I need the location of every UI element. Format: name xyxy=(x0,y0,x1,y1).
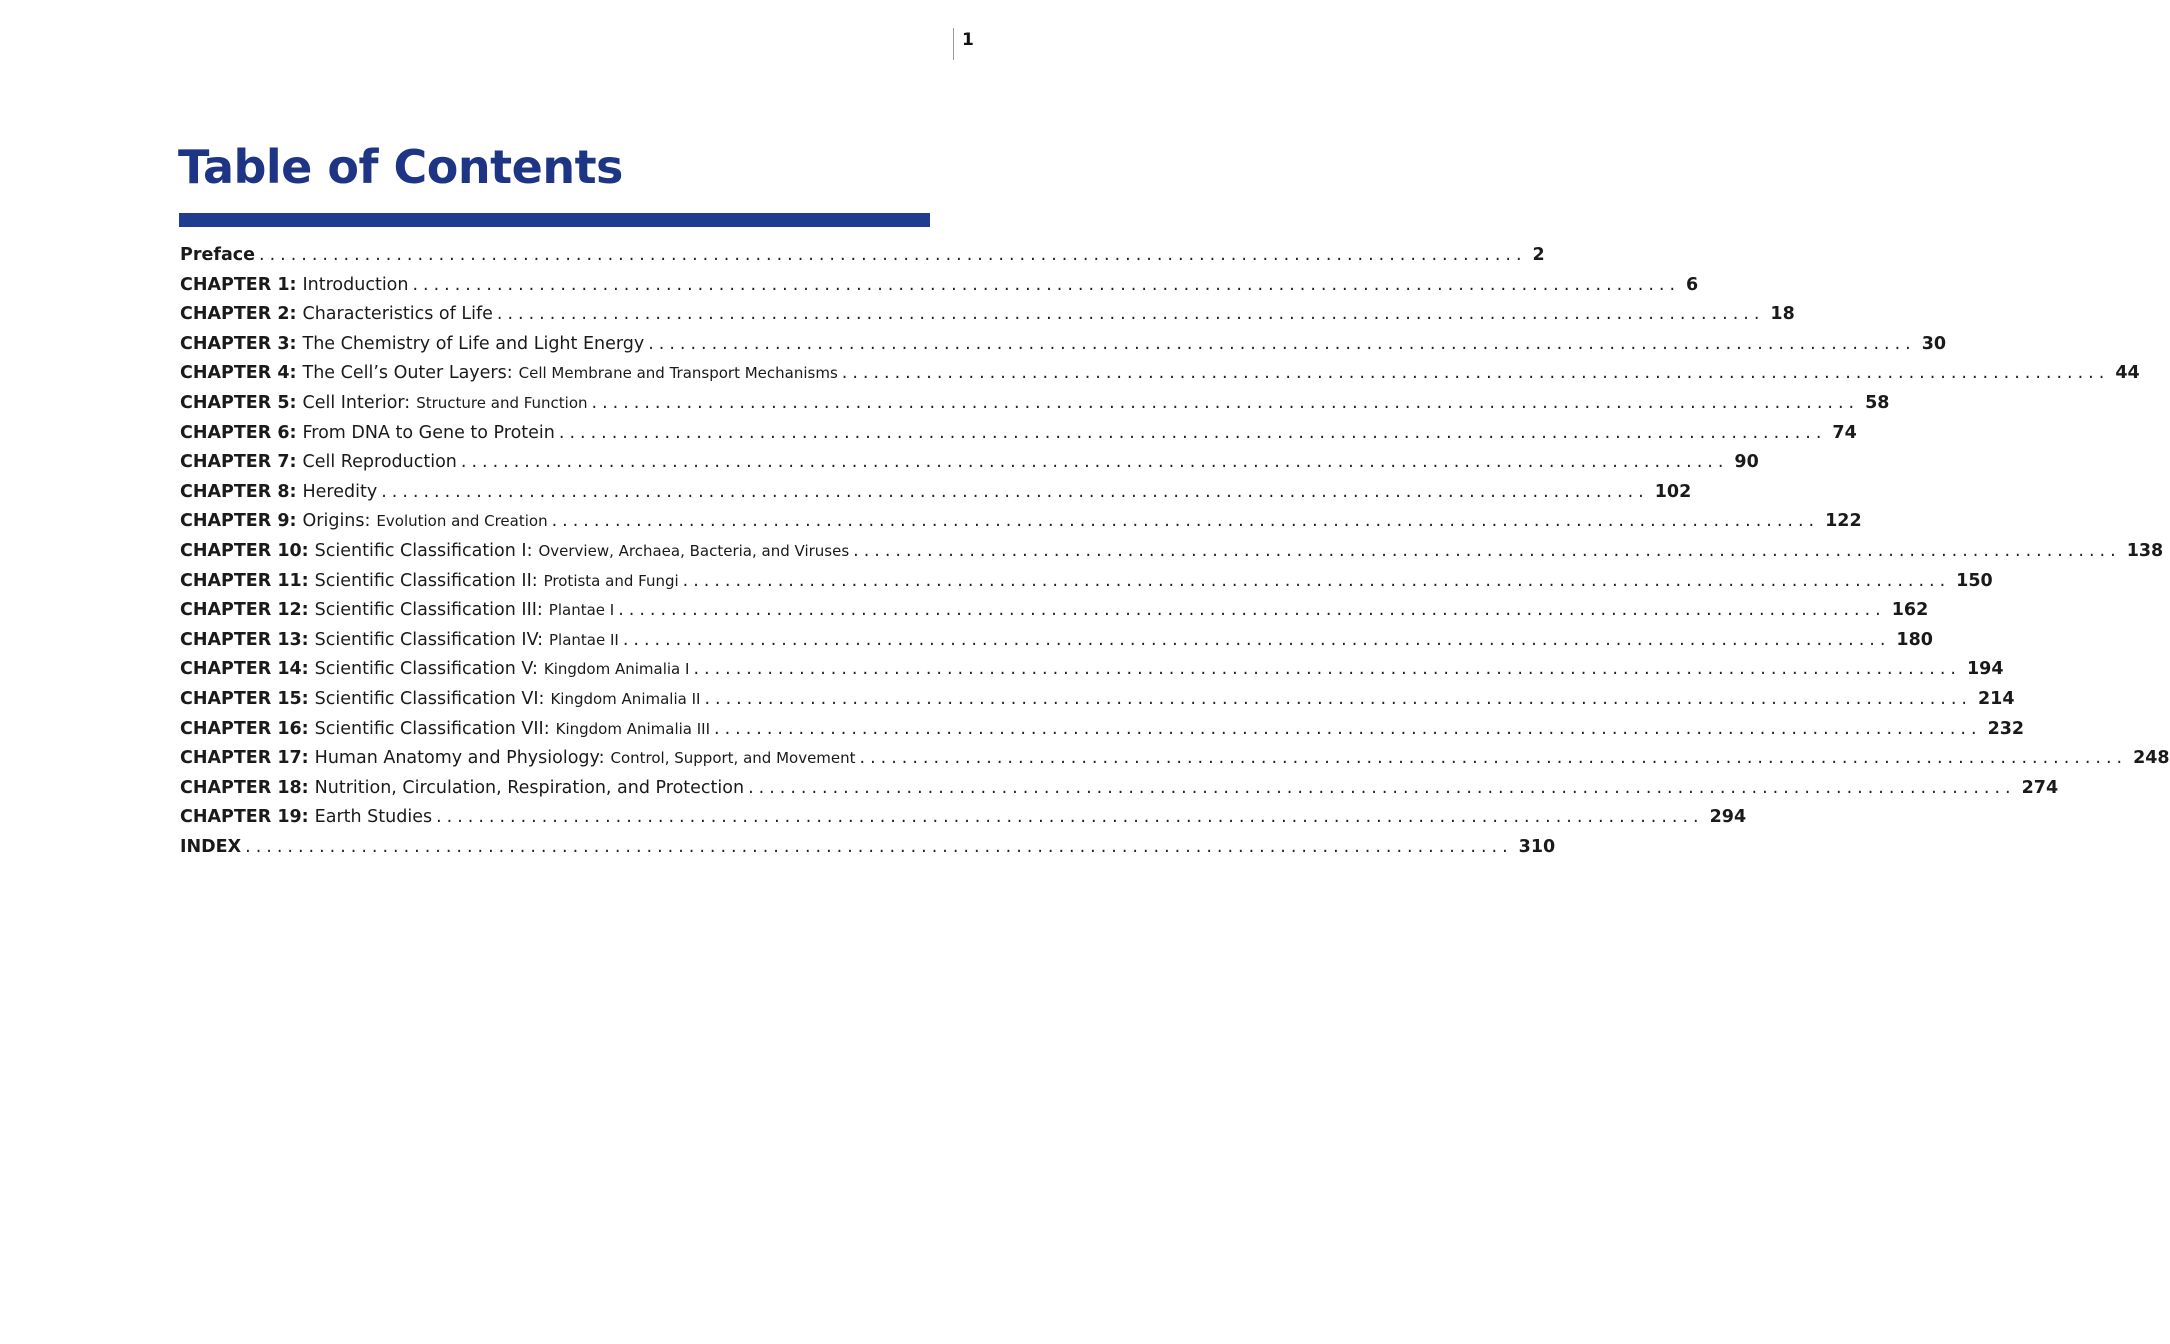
toc-entry-subtitle: Protista and Fungi xyxy=(543,571,679,590)
dot-leader: ........................................................................................................................ xyxy=(693,659,1961,680)
toc-entry-page-number: 194 xyxy=(1966,659,2004,680)
dot-leader: ........................................................................................................................ xyxy=(496,304,1765,325)
toc-entry-page-number: 102 xyxy=(1654,481,1692,502)
toc-entry-title: Scientific Classification VII: xyxy=(314,718,550,739)
toc-entry[interactable] xyxy=(180,655,2004,685)
dot-leader: ........................................................................................................................ xyxy=(682,570,1951,591)
toc-entry-title: Heredity xyxy=(302,481,378,502)
dot-leader: ........................................................................................................................ xyxy=(859,748,2128,769)
toc-entry-title: Origins: xyxy=(302,511,371,532)
toc-entry-label: CHAPTER 10: xyxy=(180,540,309,561)
dot-leader: ........................................................................................................................ xyxy=(436,807,1704,828)
page-number-divider xyxy=(953,28,954,60)
toc-entry-label: CHAPTER 11: xyxy=(180,570,309,591)
page-title: Table of Contents xyxy=(178,140,623,194)
toc-entry-title: Scientific Classification I: xyxy=(314,540,533,561)
toc-entry-label: INDEX xyxy=(180,836,242,857)
toc-entry-title: Cell Reproduction xyxy=(302,452,457,473)
dot-leader: ........................................................................................................................ xyxy=(259,245,1527,265)
toc-entry-title: The Chemistry of Life and Light Energy xyxy=(302,333,645,354)
toc-entry-subtitle: Kingdom Animalia III xyxy=(555,719,711,738)
toc-entry-page-number: 44 xyxy=(2115,363,2140,384)
toc-entry-title: Human Anatomy and Physiology: xyxy=(314,748,605,769)
dot-leader: ........................................................................................................................ xyxy=(748,777,2016,798)
toc-entry-page-number: 74 xyxy=(1832,422,1857,443)
toc-entry-page-number: 214 xyxy=(1977,688,2015,709)
toc-entry[interactable] xyxy=(180,507,1862,537)
toc-entry-page-number: 122 xyxy=(1825,511,1862,532)
toc-entry[interactable] xyxy=(180,596,1929,626)
toc-entry[interactable] xyxy=(180,833,1556,863)
toc-entry-label: CHAPTER 6: xyxy=(180,422,297,443)
toc-entry[interactable] xyxy=(180,330,1947,360)
toc-entry[interactable] xyxy=(180,626,1933,656)
dot-leader: ........................................................................................................................ xyxy=(245,836,1513,857)
toc-entry-title: Characteristics of Life xyxy=(302,304,493,325)
toc-entry-page-number: 58 xyxy=(1865,392,1890,413)
toc-entry[interactable] xyxy=(180,300,1795,330)
toc-entry-page-number: 162 xyxy=(1891,600,1929,621)
toc-entry-page-number: 180 xyxy=(1896,629,1933,650)
toc-entry-label: CHAPTER 13: xyxy=(180,629,309,650)
toc-entry-title: From DNA to Gene to Protein xyxy=(302,422,555,443)
toc-entry[interactable] xyxy=(180,774,2059,804)
toc-entry[interactable] xyxy=(180,803,1747,833)
toc-entry-title: The Cell’s Outer Layers: xyxy=(302,363,513,384)
toc-entry-label: CHAPTER 12: xyxy=(180,600,309,621)
dot-leader: ........................................................................................................................ xyxy=(622,629,1891,650)
dot-leader: ........................................................................................................................ xyxy=(558,422,1827,443)
toc-entry-page-number: 150 xyxy=(1956,570,1993,591)
toc-entry-page-number: 248 xyxy=(2133,748,2170,769)
title-rule xyxy=(179,213,930,227)
toc-entry[interactable] xyxy=(180,271,1699,301)
dot-leader: ........................................................................................................................ xyxy=(460,452,1729,473)
dot-leader: ........................................................................................................................ xyxy=(618,600,1886,621)
toc-entry[interactable] xyxy=(180,389,1890,419)
toc-entry-subtitle: Kingdom Animalia II xyxy=(550,689,701,708)
toc-entry-subtitle: Plantae I xyxy=(548,601,615,620)
toc-entry[interactable] xyxy=(180,537,2164,567)
toc-entry[interactable] xyxy=(180,241,1545,271)
toc-entry[interactable] xyxy=(180,359,2140,389)
table-of-contents xyxy=(180,241,2170,862)
dot-leader: ........................................................................................................................ xyxy=(853,540,2121,561)
toc-entry-subtitle: Structure and Function xyxy=(416,393,588,412)
toc-entry[interactable] xyxy=(180,567,1993,597)
toc-entry-label: CHAPTER 8: xyxy=(180,481,297,502)
toc-entry-title: Scientific Classification II: xyxy=(314,570,538,591)
toc-entry-title: Scientific Classification VI: xyxy=(314,688,545,709)
dot-leader: ........................................................................................................................ xyxy=(714,718,1982,739)
toc-entry-title: Scientific Classification IV: xyxy=(314,629,544,650)
toc-entry-label: CHAPTER 9: xyxy=(180,511,297,532)
toc-entry-title: Earth Studies xyxy=(314,807,433,828)
toc-entry[interactable] xyxy=(180,419,1857,449)
toc-entry-page-number: 6 xyxy=(1686,274,1699,295)
toc-entry-title: Scientific Classification V: xyxy=(314,659,538,680)
toc-entry-label: Preface xyxy=(180,245,255,265)
dot-leader: ........................................................................................................................ xyxy=(648,333,1916,354)
toc-entry-page-number: 18 xyxy=(1770,304,1795,325)
dot-leader: ........................................................................................................................ xyxy=(841,363,2110,384)
toc-entry-label: CHAPTER 4: xyxy=(180,363,297,384)
toc-entry-subtitle: Plantae II xyxy=(549,630,619,649)
toc-entry-page-number: 2 xyxy=(1532,245,1545,265)
toc-entry[interactable] xyxy=(180,478,1692,508)
toc-entry-page-number: 274 xyxy=(2021,777,2059,798)
toc-entry[interactable] xyxy=(180,744,2170,774)
dot-leader: ........................................................................................................................ xyxy=(704,688,1972,709)
toc-entry[interactable] xyxy=(180,685,2015,715)
toc-entry-title: Nutrition, Circulation, Respiration, and Protection xyxy=(314,777,745,798)
toc-entry-label: CHAPTER 1: xyxy=(180,274,297,295)
toc-entry-page-number: 310 xyxy=(1518,836,1556,857)
toc-entry-subtitle: Kingdom Animalia I xyxy=(543,660,690,679)
toc-entry-page-number: 232 xyxy=(1987,718,2025,739)
toc-entry-label: CHAPTER 2: xyxy=(180,304,297,325)
page-number: 1 xyxy=(962,30,974,50)
toc-entry-subtitle: Evolution and Creation xyxy=(376,512,548,531)
toc-entry[interactable] xyxy=(180,715,2025,745)
toc-entry[interactable] xyxy=(180,448,1759,478)
dot-leader: ........................................................................................................................ xyxy=(381,481,1649,502)
toc-entry-label: CHAPTER 15: xyxy=(180,688,309,709)
toc-entry-page-number: 294 xyxy=(1709,807,1747,828)
toc-entry-label: CHAPTER 3: xyxy=(180,333,297,354)
toc-entry-title: Scientific Classification III: xyxy=(314,600,543,621)
toc-entry-label: CHAPTER 17: xyxy=(180,748,309,769)
toc-entry-label: CHAPTER 7: xyxy=(180,452,297,473)
toc-entry-page-number: 30 xyxy=(1921,333,1947,354)
toc-entry-subtitle: Control, Support, and Movement xyxy=(610,749,856,768)
toc-entry-title: Cell Interior: xyxy=(302,392,411,413)
toc-entry-page-number: 138 xyxy=(2126,540,2164,561)
dot-leader: ........................................................................................................................ xyxy=(412,274,1681,295)
toc-entry-label: CHAPTER 18: xyxy=(180,777,309,798)
toc-entry-label: CHAPTER 5: xyxy=(180,392,297,413)
toc-entry-subtitle: Overview, Archaea, Bacteria, and Viruses xyxy=(538,541,850,560)
toc-entry-page-number: 90 xyxy=(1734,452,1759,473)
toc-entry-label: CHAPTER 14: xyxy=(180,659,309,680)
dot-leader: ........................................................................................................................ xyxy=(591,392,1860,413)
toc-entry-label: CHAPTER 16: xyxy=(180,718,309,739)
toc-entry-label: CHAPTER 19: xyxy=(180,807,309,828)
toc-entry-subtitle: Cell Membrane and Transport Mechanisms xyxy=(518,364,838,383)
dot-leader: ........................................................................................................................ xyxy=(551,511,1820,532)
toc-entry-title: Introduction xyxy=(302,274,409,295)
